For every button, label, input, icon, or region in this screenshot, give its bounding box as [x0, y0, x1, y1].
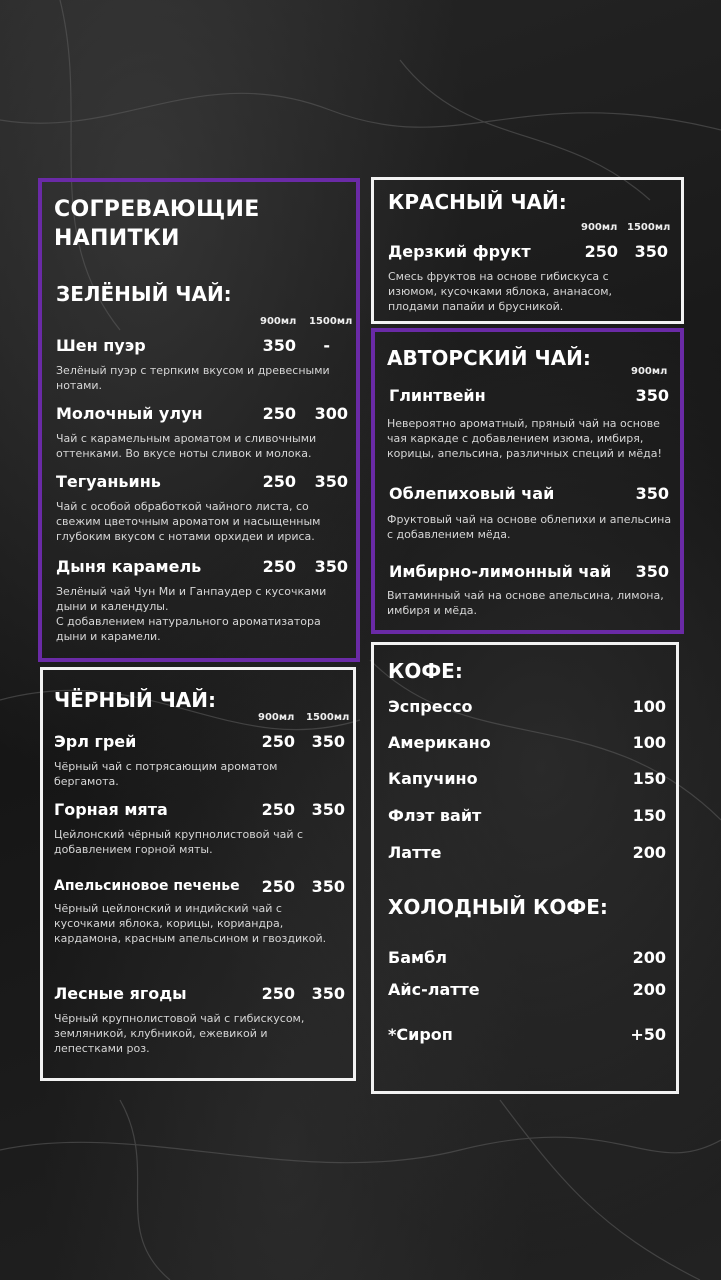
- menu-item-price: 200: [632, 948, 666, 967]
- menu-item-price-900: 350: [262, 336, 296, 355]
- volume-900: 900мл: [581, 222, 618, 233]
- menu-item-price-900: 250: [261, 877, 295, 896]
- menu-item-price-900: 350: [635, 386, 669, 405]
- menu-item-price-1500: 350: [311, 732, 345, 751]
- syrup-name: *Сироп: [388, 1025, 453, 1044]
- menu-item-price: 100: [632, 733, 666, 752]
- menu-item-name: Лесные ягоды: [54, 984, 187, 1003]
- menu-item-name: Бамбл: [388, 948, 447, 967]
- menu-item-name: Эрл грей: [54, 732, 137, 751]
- cold-coffee-heading: ХОЛОДНЫЙ КОФЕ:: [388, 895, 608, 919]
- menu-item-description: Чай с особой обработкой чайного листа, со свежим цветочным ароматом и насыщенным глубоким вкусом с нотами орхидеи и ириса.: [56, 500, 321, 543]
- volume-900: 900мл: [258, 712, 295, 723]
- menu-item-price-1500: 350: [311, 800, 345, 819]
- volume-1500: 1500мл: [309, 316, 353, 327]
- menu-item-name: Апельсиновое печенье: [54, 878, 240, 894]
- menu-item-description: Витаминный чай на основе апельсина, лимона, имбиря и мёда.: [387, 589, 664, 617]
- menu-item-name: Латте: [388, 843, 442, 862]
- red-tea-heading: КРАСНЫЙ ЧАЙ:: [388, 190, 567, 214]
- menu-item-price-900: 250: [261, 732, 295, 751]
- black-tea-panel: [40, 667, 356, 1081]
- menu-item-name: Шен пуэр: [56, 336, 146, 355]
- menu-item-name: Дыня карамель: [56, 557, 202, 576]
- syrup-price: +50: [630, 1025, 666, 1044]
- warm-drinks-title: СОГРЕВАЮЩИЕ НАПИТКИ: [54, 197, 260, 251]
- coffee-panel: [371, 642, 679, 1094]
- menu-item-price: 150: [632, 806, 666, 825]
- menu-item-price-1500: 350: [311, 984, 345, 1003]
- menu-item-name: Облепиховый чай: [389, 484, 555, 503]
- green-tea-heading: ЗЕЛЁНЫЙ ЧАЙ:: [56, 282, 232, 306]
- menu-item-name: Дерзкий фрукт: [388, 242, 531, 261]
- menu-item-price-1500: 350: [311, 877, 345, 896]
- menu-item-description: Чёрный чай с потрясающим ароматом бергамота.: [54, 760, 278, 788]
- menu-item-name: Горная мята: [54, 800, 168, 819]
- menu-item-name: Айс-латте: [388, 980, 480, 999]
- menu-item-description: Зелёный пуэр с терпким вкусом и древесными нотами.: [56, 364, 330, 392]
- volume-1500: 1500мл: [306, 712, 350, 723]
- menu-item-price-900: 350: [635, 484, 669, 503]
- author-tea-panel: [371, 328, 684, 634]
- menu-item-price-1500: -: [323, 336, 330, 355]
- menu-item-name: Капучино: [388, 769, 478, 788]
- menu-item-price-900: 250: [261, 984, 295, 1003]
- red-tea-panel: [371, 177, 684, 324]
- author-tea-heading: АВТОРСКИЙ ЧАЙ:: [387, 346, 591, 370]
- menu-item-price-1500: 300: [314, 404, 348, 423]
- menu-item-price-1500: 350: [314, 472, 348, 491]
- menu-item-price-900: 250: [584, 242, 618, 261]
- menu-item-description: Чёрный цейлонский и индийский чай с кусочками яблока, корицы, кориандра, кардамона, красным апельсином и гвоздикой.: [54, 902, 327, 945]
- menu-item-description: Зелёный чай Чун Ми и Ганпаудер с кусочками дыни и календулы. С добавлением натурального ароматизатора дыни и карамели.: [56, 585, 327, 643]
- menu-item-price: 150: [632, 769, 666, 788]
- menu-item-description: Чёрный крупнолистовой чай с гибискусом, земляникой, клубникой, ежевикой и лепестками роз.: [54, 1012, 305, 1055]
- black-tea-heading: ЧЁРНЫЙ ЧАЙ:: [54, 688, 217, 712]
- volume-900: 900мл: [260, 316, 297, 327]
- menu-item-description: Невероятно ароматный, пряный чай на основе чая каркаде с добавлением изюма, имбиря, корицы, апельсина, различных специй и мёда!: [387, 417, 662, 460]
- menu-item-name: Флэт вайт: [388, 806, 482, 825]
- menu-item-description: Цейлонский чёрный крупнолистовой чай с добавлением горной мяты.: [54, 828, 304, 856]
- coffee-heading: КОФЕ:: [388, 659, 463, 683]
- menu-item-description: Чай с карамельным ароматом и сливочными оттенками. Во вкусе ноты сливок и молока.: [56, 432, 317, 460]
- menu-item-name: Эспрессо: [388, 697, 473, 716]
- menu-item-price: 200: [632, 843, 666, 862]
- menu-item-price-900: 250: [262, 557, 296, 576]
- menu-item-name: Молочный улун: [56, 404, 203, 423]
- menu-item-price-900: 250: [262, 404, 296, 423]
- volume-1500: 1500мл: [627, 222, 671, 233]
- menu-item-description: Смесь фруктов на основе гибискуса с изюмом, кусочками яблока, ананасом, плодами папайи и брусникой.: [388, 270, 613, 313]
- menu-item-name: Имбирно-лимонный чай: [389, 562, 612, 581]
- menu-item-price-900: 350: [635, 562, 669, 581]
- menu-item-name: Американо: [388, 733, 491, 752]
- menu-item-price-1500: 350: [314, 557, 348, 576]
- menu-item-description: Фруктовый чай на основе облепихи и апельсина с добавлением мёда.: [387, 513, 672, 541]
- menu-item-price: 200: [632, 980, 666, 999]
- menu-item-price-900: 250: [261, 800, 295, 819]
- menu-item-name: Тегуаньинь: [56, 472, 161, 491]
- warm-drinks-panel: [38, 178, 360, 662]
- menu-item-price: 100: [632, 697, 666, 716]
- volume-900: 900мл: [631, 366, 668, 377]
- menu-item-name: Глинтвейн: [389, 386, 486, 405]
- menu-item-price-1500: 350: [634, 242, 668, 261]
- menu-item-price-900: 250: [262, 472, 296, 491]
